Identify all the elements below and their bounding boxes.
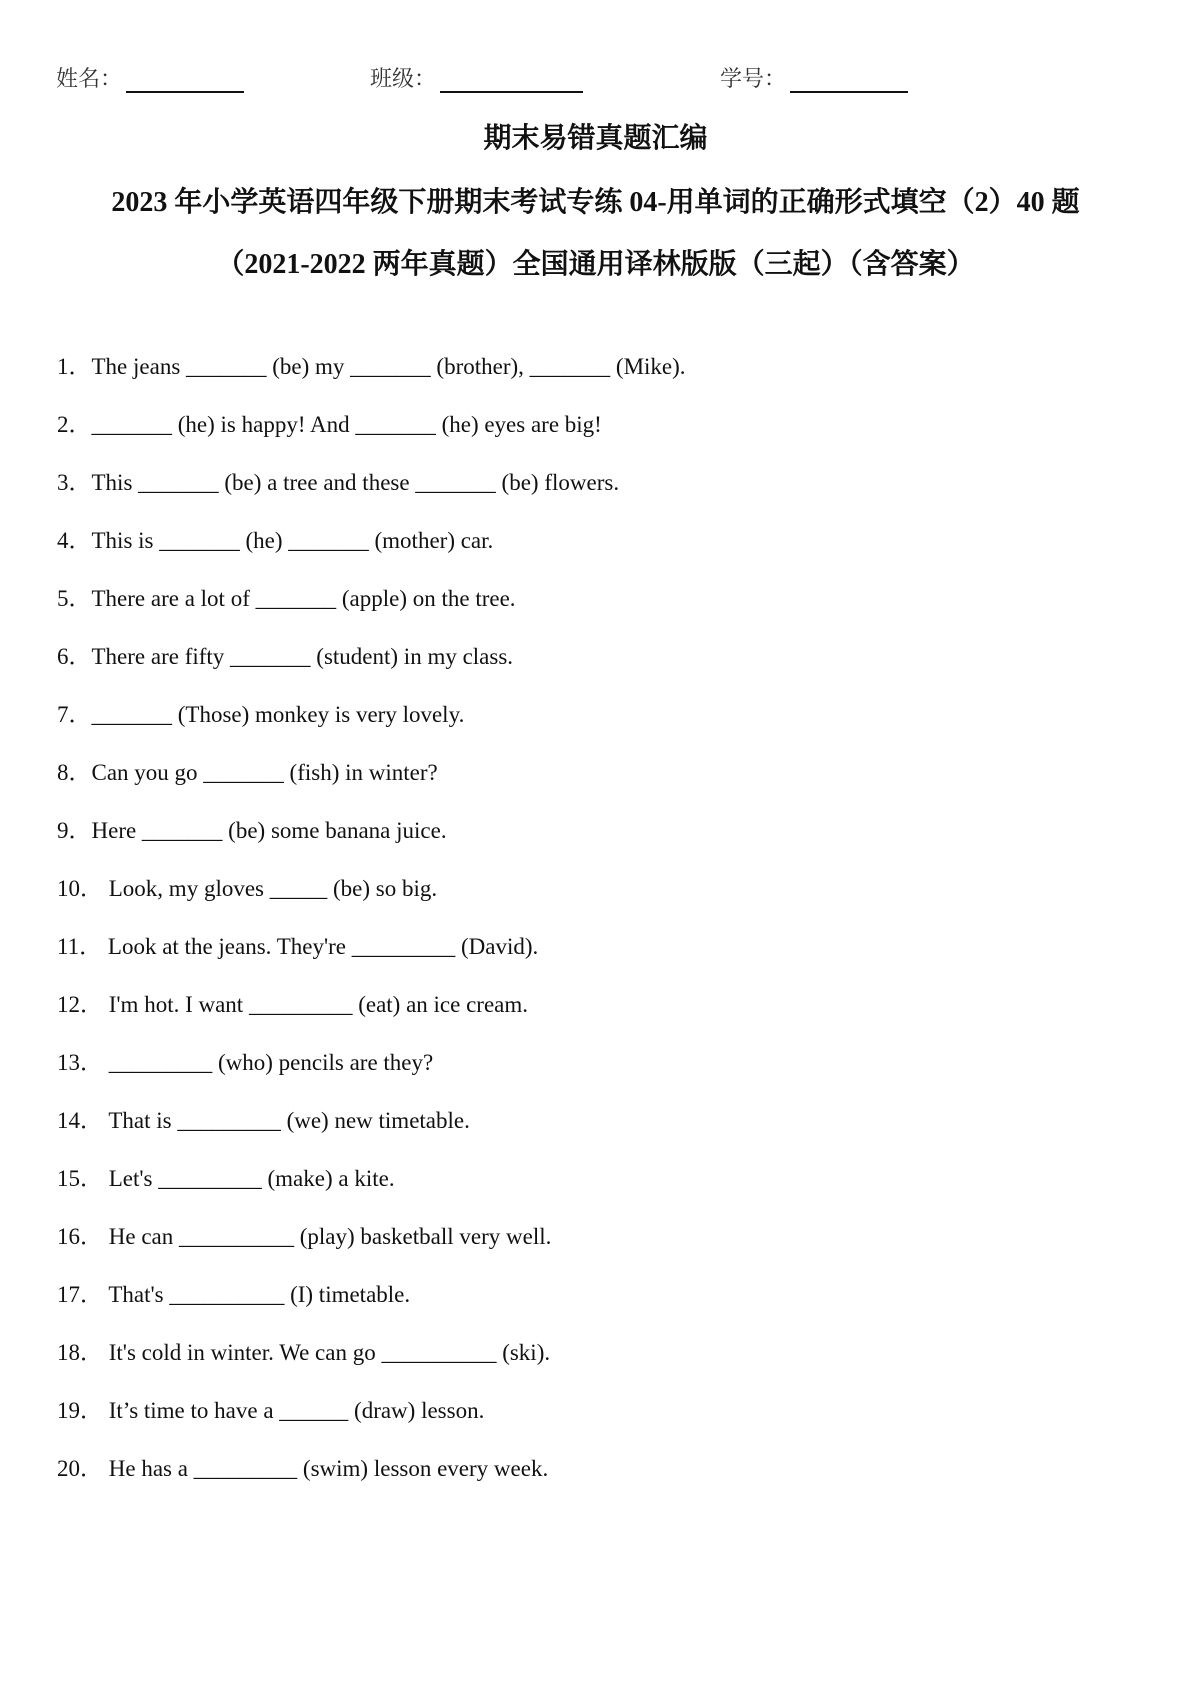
question-item <box>57 1106 470 1136</box>
question-number: 14． <box>57 1108 103 1133</box>
question-item <box>57 700 464 730</box>
question-number: 3． <box>57 470 92 495</box>
document-main-title: 2023 年小学英语四年级下册期末考试专练 04-用单词的正确形式填空（2）40 题 <box>111 187 1080 218</box>
question-item <box>57 1164 395 1194</box>
question-text: _______ (he) is happy! And _______ (he) eyes are big! <box>91 412 602 437</box>
question-item <box>57 932 538 962</box>
question-text: He has a _________ (swim) lesson every week. <box>103 1456 549 1481</box>
question-item <box>57 1338 550 1368</box>
question-text: That is _________ (we) new timetable. <box>103 1108 470 1133</box>
question-text: Can you go _______ (fish) in winter? <box>91 760 438 785</box>
question-item <box>57 584 516 614</box>
question-number: 13． <box>57 1050 103 1075</box>
question-text: This is _______ (he) _______ (mother) car. <box>91 528 494 553</box>
question-text: He can __________ (play) basketball very well. <box>103 1224 552 1249</box>
name-blank[interactable] <box>126 65 244 93</box>
question-number: 7． <box>57 702 92 727</box>
question-text: Look, my gloves _____ (be) so big. <box>103 876 438 901</box>
question-text: It’s time to have a ______ (draw) lesson. <box>103 1398 485 1423</box>
question-text: The jeans _______ (be) my _______ (brother), _______ (Mike). <box>91 354 686 379</box>
name-field <box>56 62 244 93</box>
question-number: 10． <box>57 876 103 901</box>
question-item <box>57 816 447 846</box>
question-text: I'm hot. I want _________ (eat) an ice cream. <box>103 992 529 1017</box>
question-number: 2． <box>57 412 92 437</box>
question-item <box>57 874 437 904</box>
class-blank[interactable] <box>440 65 583 93</box>
question-item <box>57 352 686 382</box>
question-number: 16． <box>57 1224 103 1249</box>
question-item <box>57 526 493 556</box>
question-number: 8． <box>57 760 92 785</box>
question-text: It's cold in winter. We can go __________ (ski). <box>103 1340 551 1365</box>
question-number: 1． <box>57 354 92 379</box>
question-text: This _______ (be) a tree and these _______ (be) flowers. <box>91 470 620 495</box>
question-text: Here _______ (be) some banana juice. <box>91 818 447 843</box>
question-item <box>57 1222 551 1252</box>
question-item <box>57 1048 433 1078</box>
student-info-row <box>0 62 1191 102</box>
question-text: Look at the jeans. They're _________ (David). <box>102 934 539 959</box>
question-item <box>57 1280 410 1310</box>
question-number: 6． <box>57 644 92 669</box>
question-number: 20． <box>57 1456 103 1481</box>
student-id-blank[interactable] <box>790 65 908 93</box>
document-subtitle: （2021-2022 两年真题）全国通用译林版版（三起）（含答案） <box>216 249 975 280</box>
question-item <box>57 410 602 440</box>
student-id-field <box>720 62 908 93</box>
student-id-label: 学号： <box>720 67 787 92</box>
question-item <box>57 468 619 498</box>
question-number: 17． <box>57 1282 103 1307</box>
question-text: There are fifty _______ (student) in my class. <box>91 644 514 669</box>
question-number: 4． <box>57 528 92 553</box>
question-number: 19． <box>57 1398 103 1423</box>
question-item <box>57 758 438 788</box>
question-number: 15． <box>57 1166 103 1191</box>
question-number: 5． <box>57 586 92 611</box>
question-text: _______ (Those) monkey is very lovely. <box>91 702 465 727</box>
question-number: 12． <box>57 992 103 1017</box>
class-label: 班级： <box>370 67 437 92</box>
question-text: Let's _________ (make) a kite. <box>103 1166 395 1191</box>
question-item <box>57 642 513 672</box>
document-category-title: 期末易错真题汇编 <box>483 123 708 154</box>
question-item <box>57 1396 484 1426</box>
name-label: 姓名： <box>56 67 123 92</box>
question-item <box>57 1454 548 1484</box>
question-text: That's __________ (I) timetable. <box>103 1282 411 1307</box>
class-field <box>370 62 583 93</box>
question-number: 11． <box>57 934 103 959</box>
question-text: _________ (who) pencils are they? <box>103 1050 434 1075</box>
question-item <box>57 990 528 1020</box>
question-text: There are a lot of _______ (apple) on the tree. <box>91 586 516 611</box>
question-number: 9． <box>57 818 92 843</box>
question-number: 18． <box>57 1340 103 1365</box>
